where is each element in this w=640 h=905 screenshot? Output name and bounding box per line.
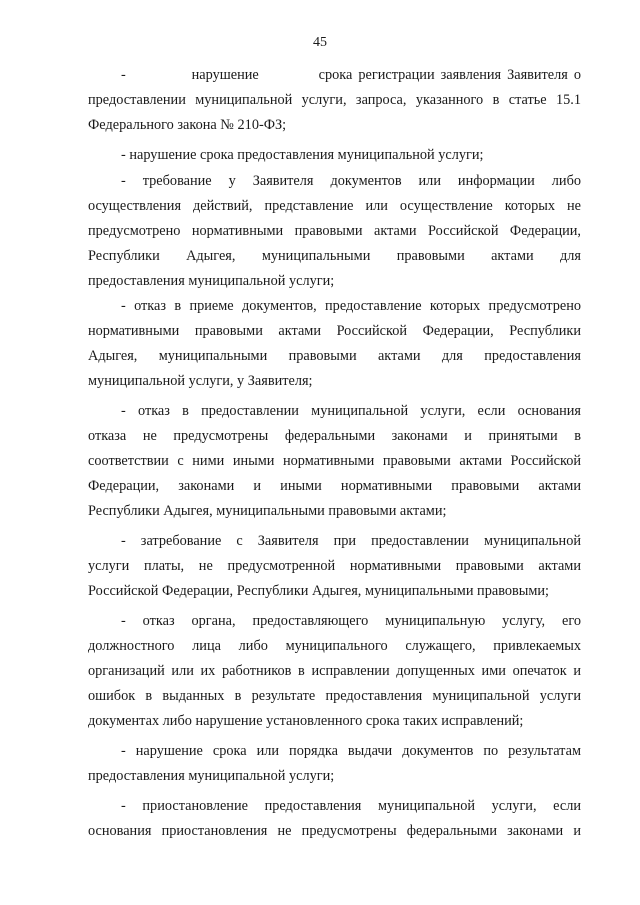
text-line: - нарушение срока или порядка выдачи документов по результатам	[121, 743, 581, 759]
text-line: - отказ в предоставлении муниципальной услуги, если основания	[121, 403, 581, 419]
text-line: ошибок в выданных в результате предоставления муниципальной услуги	[88, 688, 581, 704]
text-line: предоставлении муниципальной услуги, запроса, указанного в статье 15.1	[88, 92, 581, 108]
text-line: Республики Адыгея, муниципальными правовыми актами для	[88, 248, 581, 264]
text-line: отказа не предусмотрены федеральными законами и принятыми в	[88, 428, 581, 444]
text-line: нормативными правовыми актами Российской Федерации, Республики	[88, 323, 581, 339]
text-line: - отказ органа, предоставляющего муниципальную услугу, его	[121, 613, 581, 629]
text-line: должностного лица либо муниципального служащего, привлекаемых	[88, 638, 581, 654]
text-line: Республики Адыгея, муниципальными правовыми актами;	[88, 503, 447, 519]
text-line: - затребование с Заявителя при предоставлении муниципальной	[121, 533, 581, 549]
text-line: Федерального закона № 210-ФЗ;	[88, 117, 287, 133]
text-line: услуги платы, не предусмотренной нормативными правовыми актами	[88, 558, 581, 574]
text-line: - отказ в приеме документов, предоставление которых предусмотрено	[121, 298, 581, 314]
text-line: - нарушение срока регистрации заявления Заявителя о	[121, 67, 581, 83]
text-line: документах либо нарушение установленного срока таких исправлений;	[88, 713, 524, 729]
text-line: - нарушение срока предоставления муниципальной услуги;	[121, 147, 484, 163]
text-line: муниципальной услуги, у Заявителя;	[88, 373, 313, 389]
text-line: Федерации, законами и иными нормативными правовыми актами	[88, 478, 581, 494]
text-line: предусмотрено нормативными правовыми актами Российской Федерации,	[88, 223, 581, 239]
text-line: основания приостановления не предусмотрены федеральными законами и	[88, 823, 581, 839]
text-line: предоставления муниципальной услуги;	[88, 273, 335, 289]
text-line: - приостановление предоставления муниципальной услуги, если	[121, 798, 581, 814]
text-line: - требование у Заявителя документов или информации либо	[121, 173, 581, 189]
text-line: организаций или их работников в исправлении допущенных ими опечаток и	[88, 663, 581, 679]
text-line: соответствии с ними иными нормативными правовыми актами Российской	[88, 453, 581, 469]
text-line: Российской Федерации, Республики Адыгея, муниципальными правовыми;	[88, 583, 550, 599]
text-line: Адыгея, муниципальными правовыми актами для предоставления	[88, 348, 581, 364]
text-line: осуществления действий, представление или осуществление которых не	[88, 198, 581, 214]
text-line: предоставления муниципальной услуги;	[88, 768, 335, 784]
page-number: 45	[313, 35, 327, 50]
